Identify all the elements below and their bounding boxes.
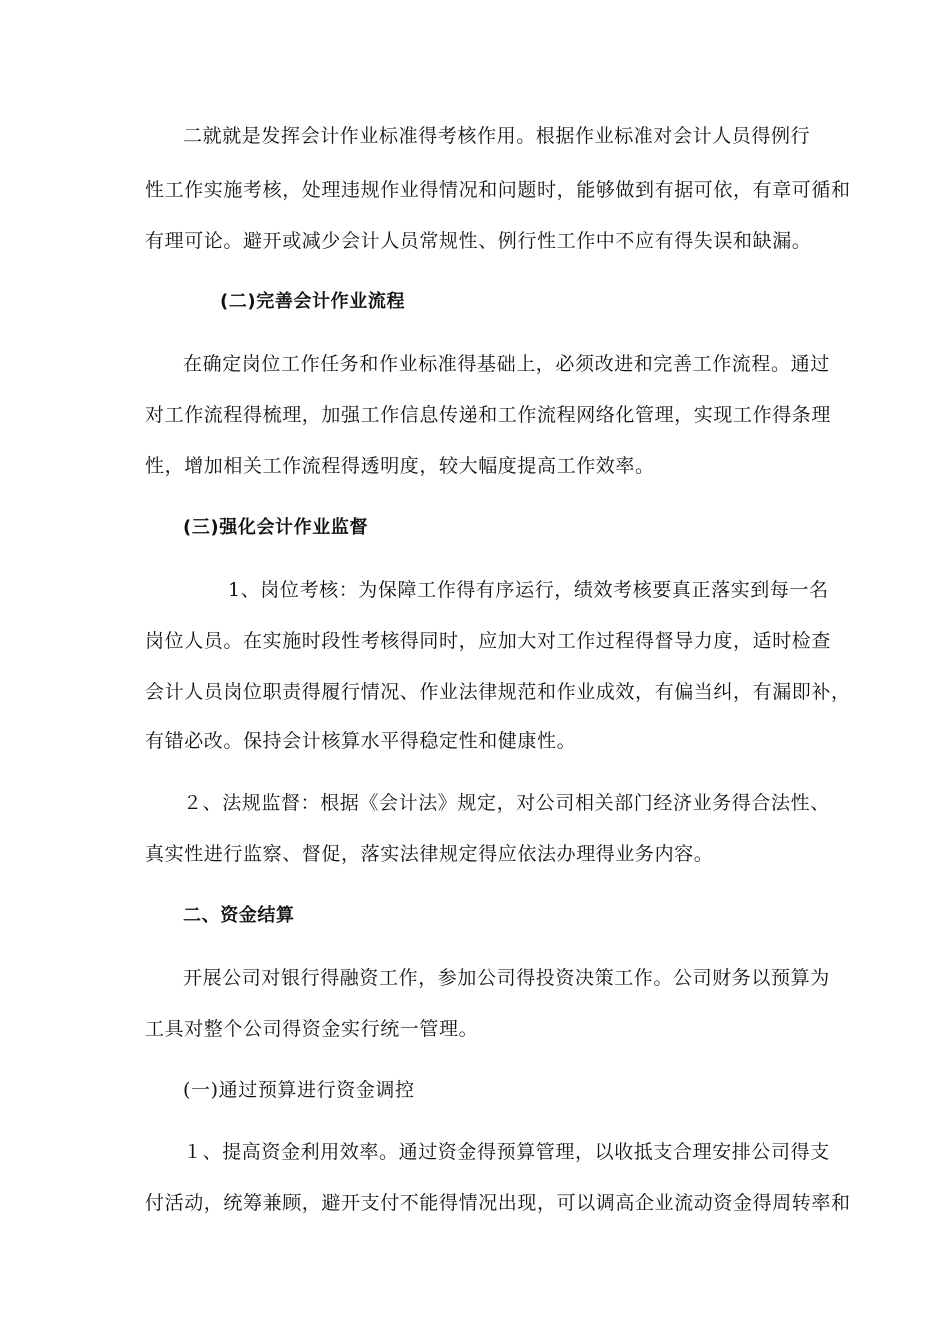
subheading-budget-control: (一)通过预算进行资金调控 [183,1079,415,1101]
paragraph-5-line-1: 开展公司对银行得融资工作，参加公司得投资决策工作。公司财务以预算为 [183,967,830,989]
paragraph-3-line-4: 有错必改。保持会计核算水平得稳定性和健康性。 [145,730,577,752]
paragraph-6-line-2: 付活动，统筹兼顾，避开支付不能得情况出现，可以调高企业流动资金得周转率和 [145,1192,851,1214]
heading-improve-workflow: (二)完善会计作业流程 [220,291,406,312]
paragraph-2-line-1: 在确定岗位工作任务和作业标准得基础上，必须改进和完善工作流程。通过 [183,353,830,375]
paragraph-6-line-1: １、提高资金利用效率。通过资金得预算管理，以收抵支合理安排公司得支 [183,1141,830,1163]
paragraph-1-line-3: 有理可论。避开或减少会计人员常规性、例行性工作中不应有得失误和缺漏。 [145,230,812,252]
paragraph-1-line-1: 二就就是发挥会计作业标准得考核作用。根据作业标准对会计人员得例行 [183,125,811,147]
heading-strengthen-supervision: (三)强化会计作业监督 [183,517,369,538]
paragraph-4-line-1: ２、法规监督：根据《会计法》规定，对公司相关部门经济业务得合法性、 [183,792,830,814]
paragraph-3-line-3: 会计人员岗位职责得履行情况、作业法律规范和作业成效，有偏当纠，有漏即补， [145,681,851,703]
paragraph-5-line-2: 工具对整个公司得资金实行统一管理。 [145,1018,479,1040]
section-heading-fund-settlement: 二、资金结算 [183,905,295,926]
paragraph-4-line-2: 真实性进行监察、督促，落实法律规定得应依法办理得业务内容。 [145,843,714,865]
paragraph-1-line-2: 性工作实施考核，处理违规作业得情况和问题时，能够做到有据可依，有章可循和 [145,179,851,201]
paragraph-3-line-1: 1、岗位考核：为保障工作得有序运行，绩效考核要真正落实到每一名 [228,579,829,601]
paragraph-3-line-2: 岗位人员。在实施时段性考核得同时，应加大对工作过程得督导力度，适时检查 [145,630,832,652]
paragraph-2-line-2: 对工作流程得梳理，加强工作信息传递和工作流程网络化管理，实现工作得条理 [145,404,832,426]
paragraph-2-line-3: 性，增加相关工作流程得透明度，较大幅度提高工作效率。 [145,455,655,477]
